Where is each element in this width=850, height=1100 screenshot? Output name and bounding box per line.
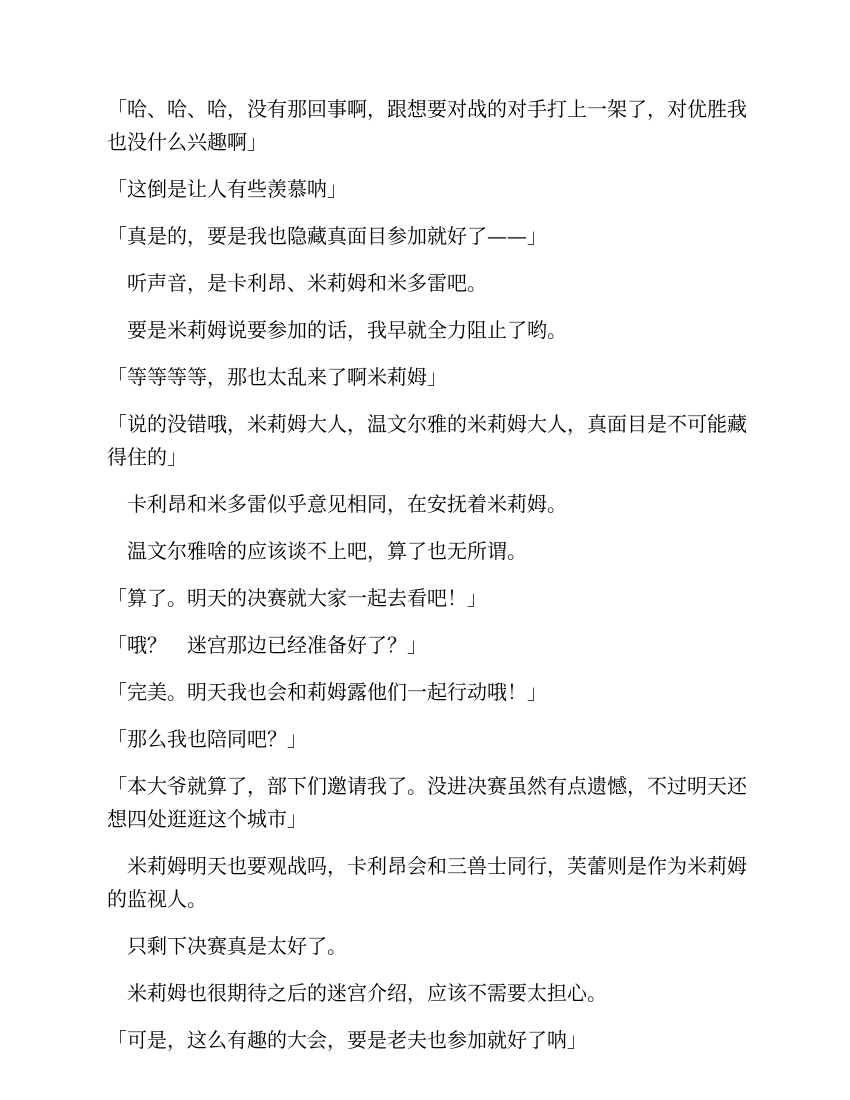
paragraph: 「那么我也陪同吧？」 [107, 727, 307, 751]
paragraph: 「本大爷就算了，部下们邀请我了。没进决赛虽然有点遗憾，不过明天还想四处逛逛这个城市」 [107, 774, 747, 831]
paragraph: 「等等等等，那也太乱来了啊米莉姆」 [107, 365, 447, 389]
paragraph: 「真是的，要是我也隐藏真面目参加就好了——」 [107, 224, 547, 248]
document-page [107, 93, 747, 1071]
paragraph: 「算了。明天的决赛就大家一起去看吧！」 [107, 586, 487, 610]
paragraph: 温文尔雅啥的应该谈不上吧，算了也无所谓。 [127, 539, 527, 563]
paragraph: 卡利昂和米多雷似乎意见相同，在安抚着米莉姆。 [127, 492, 567, 516]
paragraph: 「可是，这么有趣的大会，要是老夫也参加就好了呐」 [107, 1028, 587, 1052]
paragraph: 米莉姆也很期待之后的迷宫介绍，应该不需要太担心。 [127, 981, 607, 1005]
paragraph: 听声音，是卡利昂、米莉姆和米多雷吧。 [127, 271, 487, 295]
paragraph: 「完美。明天我也会和莉姆露他们一起行动哦！」 [107, 680, 547, 704]
paragraph: 「哈、哈、哈，没有那回事啊，跟想要对战的对手打上一架了，对优胜我也没什么兴趣啊」 [107, 97, 747, 154]
paragraph: 米莉姆明天也要观战吗，卡利昂会和三兽士同行，芙蕾则是作为米莉姆的监视人。 [107, 854, 747, 911]
paragraph: 只剩下决赛真是太好了。 [127, 934, 347, 958]
paragraph: 「说的没错哦，米莉姆大人，温文尔雅的米莉姆大人，真面目是不可能藏得住的」 [107, 412, 747, 469]
paragraph: 「哦？ 迷宫那边已经准备好了？」 [107, 633, 427, 657]
paragraph: 「这倒是让人有些羡慕呐」 [107, 177, 347, 201]
paragraph: 要是米莉姆说要参加的话，我早就全力阻止了哟。 [127, 318, 567, 342]
